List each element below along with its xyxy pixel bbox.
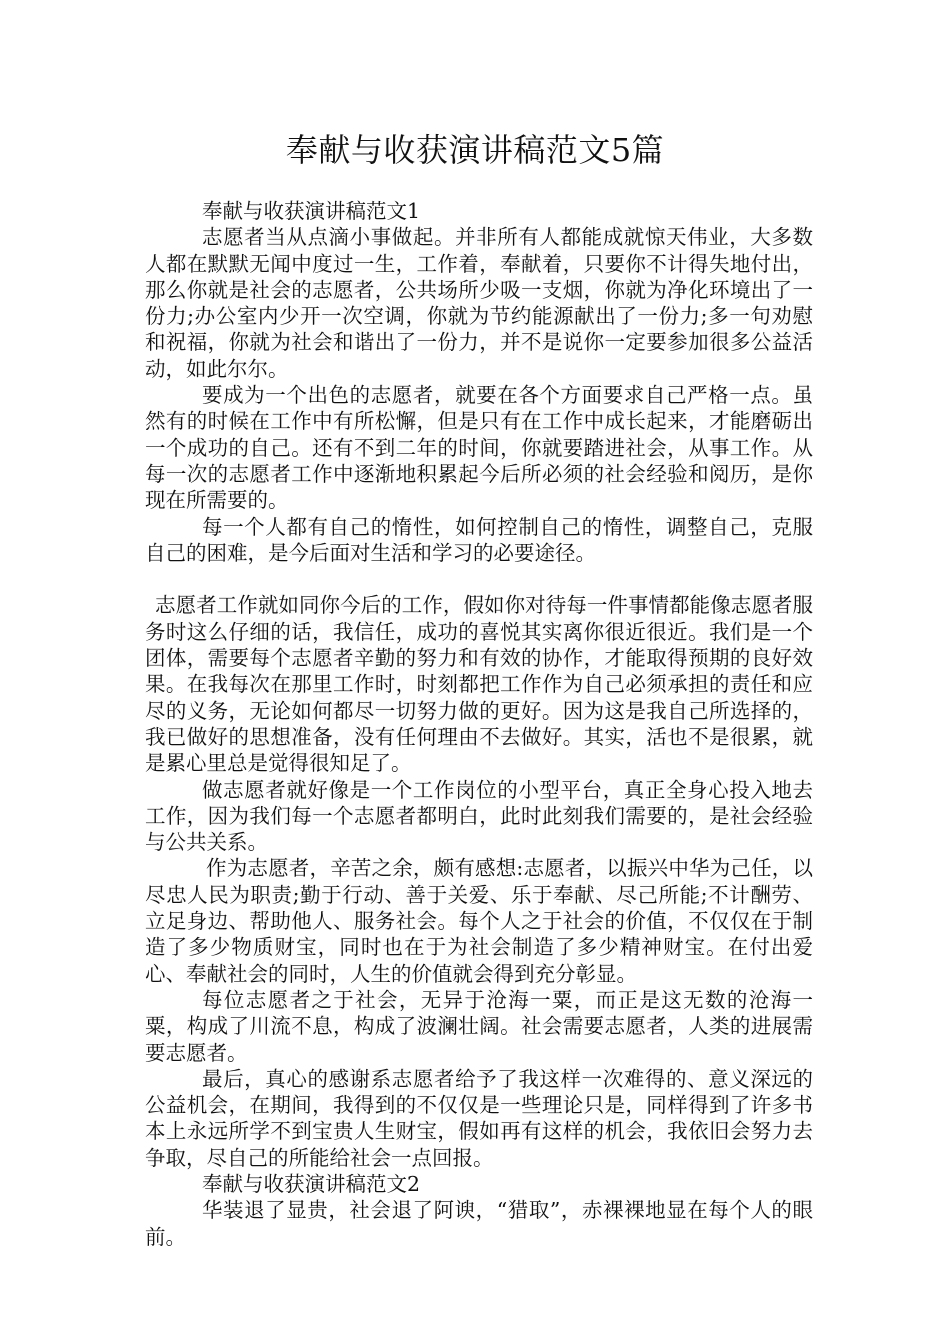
paragraph-gap	[145, 566, 813, 592]
paragraph: 华装退了显贵，社会退了阿谀，“猎取”，赤裸裸地显在每个人的眼前。	[145, 1198, 813, 1249]
paragraph: 每位志愿者之于社会，无异于沧海一粟，而正是这无数的沧海一粟，构成了川流不息，构成了波澜壮阔。社会需要志愿者，人类的进展需要志愿者。	[145, 987, 813, 1065]
document-title: 奉献与收获演讲稿范文5篇	[285, 131, 665, 169]
document-body	[145, 198, 813, 1250]
section-heading-2: 奉献与收获演讲稿范文2	[202, 1171, 421, 1196]
paragraph: 志愿者工作就如同你今后的工作，假如你对待每一件事情都能像志愿者服务时这么仔细的话，我信任，成功的喜悦其实离你很近很近。我们是一个团体，需要每个志愿者辛勤的努力和有效的协作，才能取得预期的良好效果。在我每次在那里工作时，时刻都把工作作为自己必须承担的责任和应尽的义务，无论如何都尽一切努力做的更好。因为这是我自己所选择的，我已做好的思想准备，没有任何理由不去做好。其实，活也不是很累，就是累心里总是觉得很知足了。	[145, 593, 813, 776]
paragraph: 志愿者当从点滴小事做起。并非所有人都能成就惊天伟业，大多数人都在默默无闻中度过一生，工作着，奉献着，只要你不计得失地付出，那么你就是社会的志愿者，公共场所少吸一支烟，你就为净化环境出了一份力;办公室内少开一次空调，你就为节约能源献出了一份力;多一句劝慰和祝福，你就为社会和谐出了一份力，并不是说你一定要参加很多公益活动，如此尔尔。	[145, 225, 813, 381]
paragraph: 最后，真心的感谢系志愿者给予了我这样一次难得的、意义深远的公益机会，在期间，我得到的不仅仅是一些理论只是，同样得到了许多书本上永远所学不到宝贵人生财宝，假如再有这样的机会，我依旧会努力去争取，尽自己的所能给社会一点回报。	[145, 1066, 813, 1170]
paragraph: 作为志愿者，辛苦之余，颇有感想:志愿者，以振兴中华为己任，以尽忠人民为职责;勤于行动、善于关爱、乐于奉献、尽己所能;不计酬劳、立足身边、帮助他人、服务社会。每个人之于社会的价值，不仅仅在于制造了多少物质财宝，同时也在于为社会制造了多少精神财宝。在付出爱心、奉献社会的同时，人生的价值就会得到充分彰显。	[145, 856, 813, 986]
paragraph: 做志愿者就好像是一个工作岗位的小型平台，真正全身心投入地去工作，因为我们每一个志愿者都明白，此时此刻我们需要的，是社会经验与公共关系。	[145, 777, 813, 855]
paragraph: 要成为一个出色的志愿者，就要在各个方面要求自己严格一点。虽然有的时候在工作中有所松懈，但是只有在工作中成长起来，才能磨砺出一个成功的自己。还有不到二年的时间，你就要踏进社会，从事工作。从每一次的志愿者工作中逐渐地积累起今后所必须的社会经验和阅历，是你现在所需要的。	[145, 383, 813, 513]
paragraph: 每一个人都有自己的惰性，如何控制自己的惰性，调整自己，克服自己的困难，是今后面对生活和学习的必要途径。	[145, 514, 813, 565]
section-heading-1: 奉献与收获演讲稿范文1	[202, 199, 421, 223]
